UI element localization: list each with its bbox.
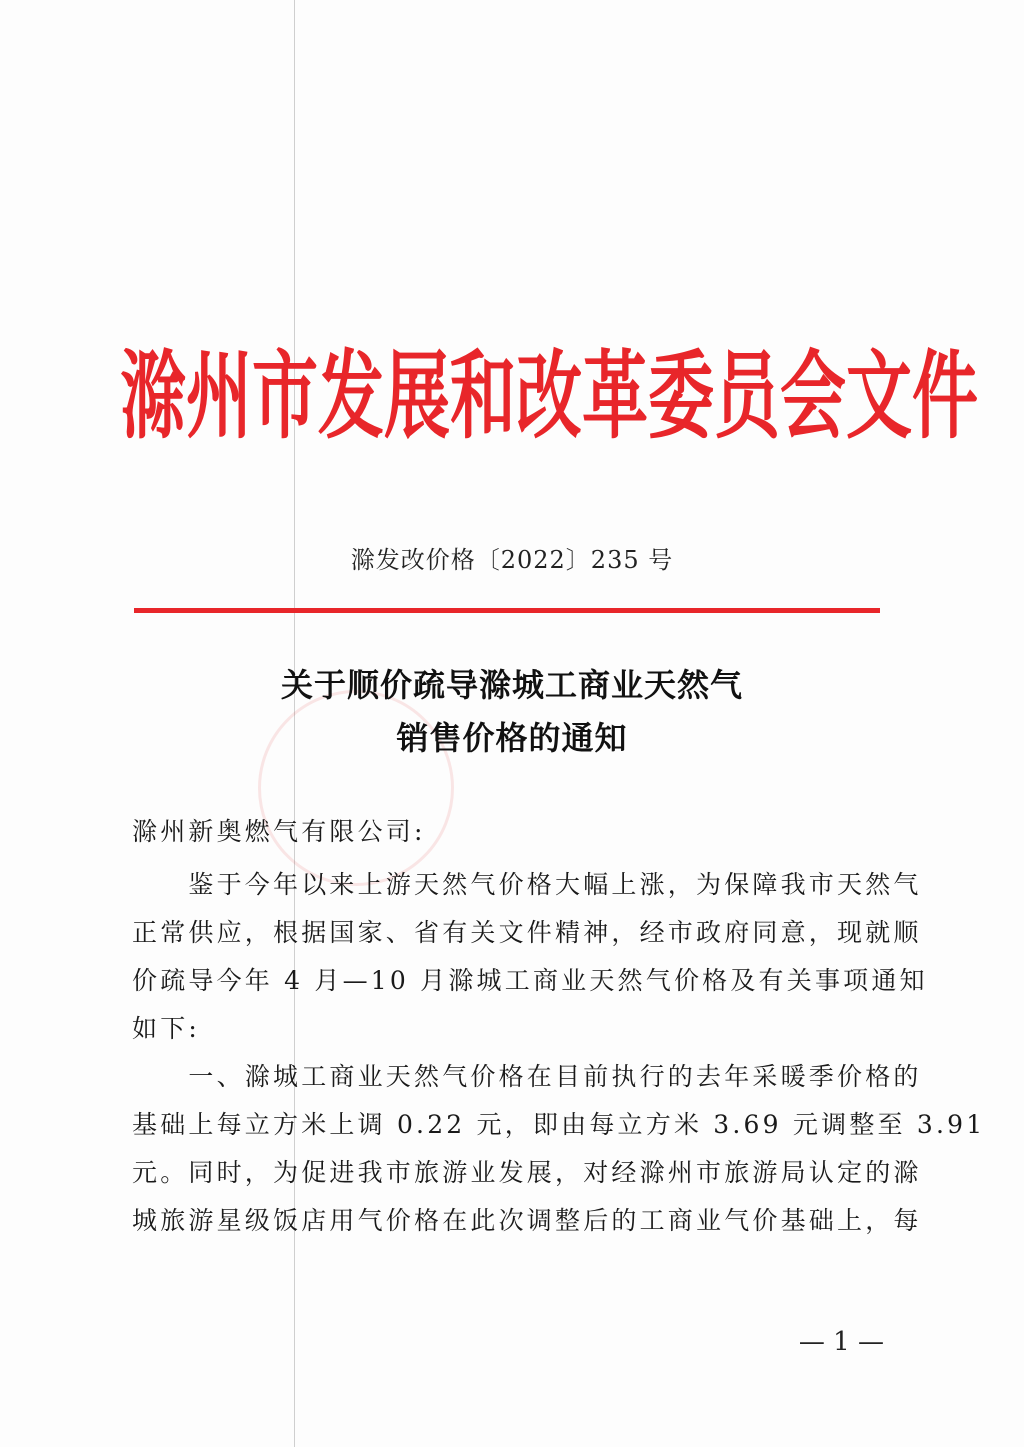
red-divider-rule (134, 608, 880, 613)
body-line: 如下: (132, 1014, 201, 1043)
document-number: 滁发改价格〔2022〕235 号 (350, 546, 674, 574)
body-line: 鉴于今年以来上游天然气价格大幅上涨，为保障我市天然气 (132, 870, 922, 899)
page-number: — 1 — (798, 1327, 884, 1357)
body-line: 价疏导今年 4 月—10 月滁城工商业天然气价格及有关事项通知 (132, 966, 928, 995)
body-line: 正常供应，根据国家、省有关文件精神，经市政府同意，现就顺 (132, 918, 922, 947)
notice-title-line-1: 关于顺价疏导滁城工商业天然气 (280, 666, 743, 704)
salutation: 滁州新奥燃气有限公司: (132, 817, 426, 846)
body-line: 城旅游星级饭店用气价格在此次调整后的工商业气价基础上，每 (132, 1206, 922, 1235)
body-line: 一、滁城工商业天然气价格在目前执行的去年采暖季价格的 (132, 1062, 922, 1091)
masthead-title: 滁州市发展和改革委员会文件 (120, 340, 978, 453)
body-line: 基础上每立方米上调 0.22 元，即由每立方米 3.69 元调整至 3.91 (132, 1110, 986, 1139)
body-line: 元。同时，为促进我市旅游业发展，对经滁州市旅游局认定的滁 (132, 1158, 922, 1187)
notice-title-line-2: 销售价格的通知 (396, 719, 628, 757)
